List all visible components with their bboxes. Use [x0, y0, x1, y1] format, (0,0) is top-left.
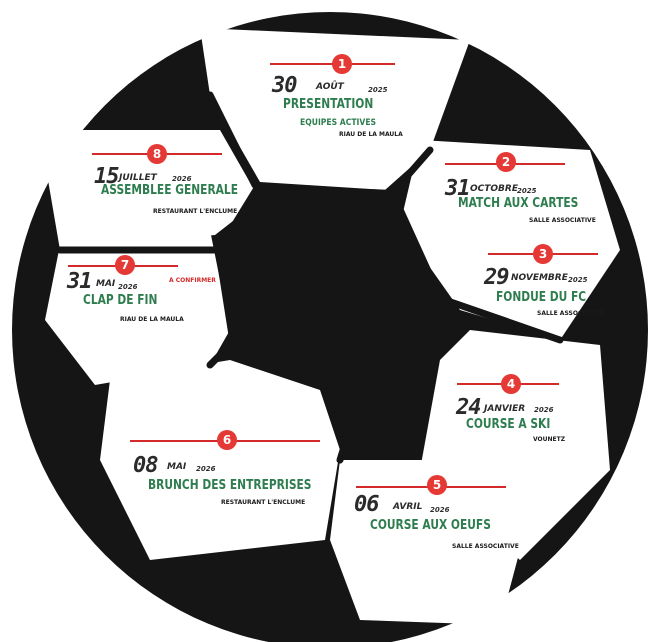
event-location: VOUNETZ	[533, 436, 566, 443]
event-day: 31	[67, 269, 92, 294]
event-month: MAI	[167, 462, 187, 472]
event-number-badge: 8	[147, 144, 167, 164]
event-location: SALLE ASSOCIATIVE	[529, 217, 596, 224]
event-title: PRESENTATION	[283, 97, 374, 112]
event-day: 30	[272, 73, 297, 98]
event-year: 2026	[430, 506, 450, 514]
event-day: 29	[484, 265, 509, 290]
event-day: 15	[94, 164, 119, 189]
event-day: 08	[133, 453, 158, 478]
event-day: 24	[456, 395, 481, 420]
event-year: 2025	[368, 86, 388, 94]
event-year: 2025	[517, 187, 537, 195]
event-year: 2026	[196, 465, 216, 473]
event-year: 2026	[172, 175, 192, 183]
event-number-badge: 4	[501, 374, 521, 394]
event-month: NOVEMBRE	[511, 273, 568, 283]
event-location: RIAU DE LA MAULA	[339, 131, 403, 138]
event-number-badge: 3	[533, 244, 553, 264]
event-month: AOÛT	[316, 82, 344, 92]
event-year: 2026	[118, 283, 138, 291]
event-location: RESTAURANT L'ENCLUME	[153, 208, 238, 215]
event-month: AVRIL	[393, 502, 423, 512]
event-title: BRUNCH DES ENTREPRISES	[148, 478, 312, 493]
event-number-badge: 1	[332, 54, 352, 74]
event-title: COURSE AUX OEUFS	[370, 518, 491, 533]
event-number-badge: 7	[115, 255, 135, 275]
event-location: SALLE ASSOCIATIVE	[452, 543, 519, 550]
event-location: SALLE ASSOCIATIVE	[537, 310, 604, 317]
event-day: 06	[354, 492, 379, 517]
event-note: A CONFIRMER	[169, 277, 216, 284]
event-title: ASSEMBLEE GENERALE	[101, 183, 238, 198]
event-year: 2025	[568, 276, 588, 284]
event-title: COURSE A SKI	[466, 417, 551, 432]
event-month: MAI	[96, 279, 116, 289]
event-year: 2026	[534, 406, 554, 414]
event-month: OCTOBRE	[470, 184, 518, 194]
event-location: RESTAURANT L'ENCLUME	[221, 499, 306, 506]
event-number-badge: 5	[427, 475, 447, 495]
event-number-badge: 2	[496, 152, 516, 172]
event-title: FONDUE DU FC	[496, 290, 587, 305]
event-month: JUILLET	[119, 173, 157, 183]
event-subtitle: EQUIPES ACTIVES	[300, 118, 377, 128]
event-title: CLAP DE FIN	[83, 293, 158, 308]
event-number-badge: 6	[217, 430, 237, 450]
event-title: MATCH AUX CARTES	[458, 196, 579, 211]
event-location: RIAU DE LA MAULA	[120, 316, 184, 323]
event-day: 31	[445, 176, 470, 201]
event-month: JANVIER	[484, 404, 526, 414]
